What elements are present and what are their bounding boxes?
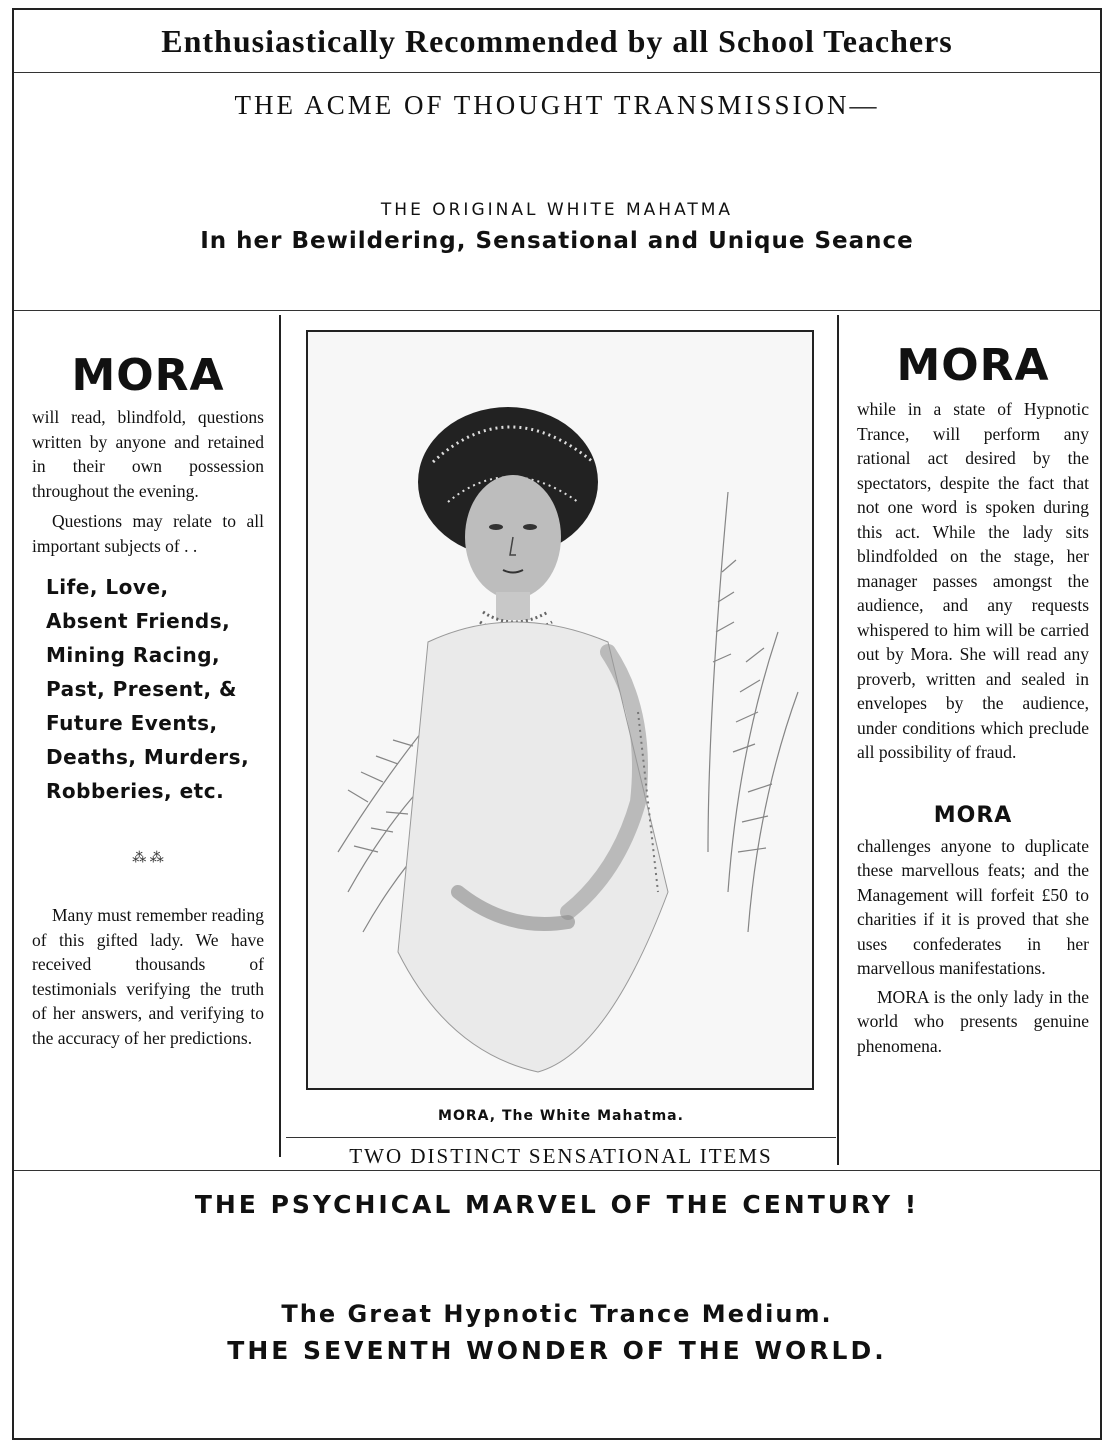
ornament-divider: ⁂ ⁂ — [132, 851, 164, 866]
two-items-heading: TWO DISTINCT SENSATIONAL ITEMS — [286, 1137, 836, 1169]
right-paragraph-2: challenges anyone to duplicate these marvellous feats; and the Management will forfeit £50 to charities if it is proved that she uses confederates in her marvellous manifestations. — [857, 835, 1089, 978]
banner-rule — [14, 72, 1100, 73]
topic-item: Absent Friends, — [46, 609, 231, 633]
left-paragraph-1: will read, blindfold, questions written by anyone and retained in their own possession throughout the evening. — [32, 407, 264, 501]
right-paragraph-1: while in a state of Hypnotic Trance, will perform any rational act desired by the spectators, despite the fact that not one word is spoken during this act. While the lady sits blindfolded on the stage, her manager passes amongst the audience, and any requests whispered to him will be carried out by Mora. She will read any proverb, written and sealed in envelopes by the audience, under conditions which preclude all possibility of fraud. — [857, 399, 1089, 762]
psychical-marvel-heading: THE PSYCHICAL MARVEL OF THE CENTURY ! — [194, 1190, 920, 1219]
great-medium-heading: The Great Hypnotic Trance Medium. — [281, 1300, 833, 1328]
right-column — [857, 340, 1089, 1058]
seventh-wonder-heading: THE SEVENTH WONDER OF THE WORLD. — [227, 1336, 887, 1365]
topic-item: Life, Love, — [46, 575, 169, 599]
photo-caption: MORA, The White Mahatma. — [438, 1108, 684, 1124]
topic-item: Past, Present, & — [46, 677, 237, 701]
topic-item: Mining Racing, — [46, 643, 221, 667]
left-paragraph-2: Questions may relate to all important subjects of . . — [32, 511, 264, 556]
left-mora-title: MORA — [71, 350, 225, 401]
topics-list — [46, 570, 264, 808]
seance-heading: In her Bewildering, Sensational and Unique Seance — [200, 228, 914, 254]
left-paragraph-3: Many must remember reading of this gifted lady. We have received thousands of testimonials verifying the truth of her answers, and verifying to the accuracy of her predictions. — [32, 905, 264, 1048]
top-banner: Enthusiastically Recommended by all School Teachers — [161, 22, 953, 59]
portrait-illustration — [308, 332, 812, 1088]
header-bottom-rule — [14, 310, 1100, 311]
right-paragraph-3: MORA is the only lady in the world who presents genuine phenomena. — [857, 986, 1089, 1056]
left-column — [32, 350, 264, 1050]
left-column-divider — [279, 315, 281, 1157]
poster — [12, 8, 1102, 1440]
original-white-mahatma: THE ORIGINAL WHITE MAHATMA — [380, 200, 734, 220]
footer-top-rule — [14, 1170, 1100, 1171]
topic-item: Deaths, Murders, — [46, 745, 250, 769]
right-mora-subtitle: MORA — [933, 802, 1013, 828]
right-mora-title: MORA — [896, 340, 1050, 391]
topic-item: Robberies, etc. — [46, 779, 225, 803]
portrait-photo — [306, 330, 814, 1090]
right-column-divider — [837, 315, 839, 1165]
acme-heading: THE ACME OF THOUGHT TRANSMISSION— — [234, 90, 880, 120]
topic-item: Future Events, — [46, 711, 218, 735]
